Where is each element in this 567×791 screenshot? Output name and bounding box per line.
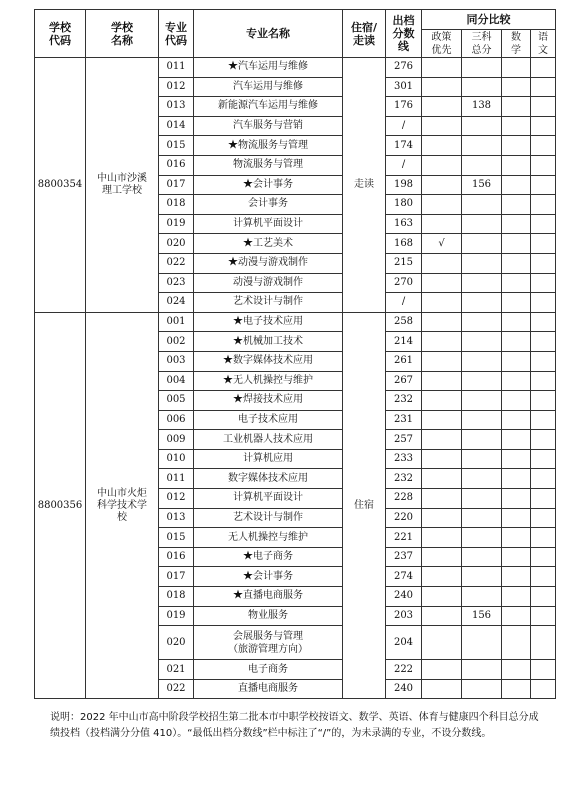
math-cell [502, 391, 531, 411]
score-line-cell: 228 [386, 489, 422, 509]
score-line-cell: / [386, 155, 422, 175]
major-name-cell: 汽车运用与维修 [194, 77, 343, 97]
major-name-cell: ★汽车运用与维修 [194, 58, 343, 78]
policy-cell [422, 508, 462, 528]
major-name-cell: 汽车服务与营销 [194, 116, 343, 136]
math-cell [502, 351, 531, 371]
major-code-cell: 019 [159, 214, 194, 234]
score-line-cell: 232 [386, 391, 422, 411]
school-code-cell: 8800354 [35, 58, 86, 313]
three-total-cell [462, 528, 502, 548]
major-code-cell: 014 [159, 116, 194, 136]
three-total-cell [462, 293, 502, 313]
math-cell [502, 97, 531, 117]
three-total-cell [462, 410, 502, 430]
score-line-cell: 203 [386, 606, 422, 626]
math-cell [502, 660, 531, 680]
lodging-cell: 走读 [343, 58, 386, 313]
score-line-cell: 198 [386, 175, 422, 195]
major-code-cell: 015 [159, 528, 194, 548]
major-code-cell: 011 [159, 58, 194, 78]
policy-cell [422, 410, 462, 430]
policy-cell [422, 351, 462, 371]
score-line-cell: 270 [386, 273, 422, 293]
policy-cell [422, 528, 462, 548]
three-total-cell [462, 391, 502, 411]
three-total-cell [462, 332, 502, 352]
three-total-cell [462, 273, 502, 293]
chinese-cell [531, 332, 556, 352]
policy-cell [422, 430, 462, 450]
school-name-text: 中山市火炬科学技术学校 [97, 487, 147, 523]
policy-cell [422, 606, 462, 626]
major-name-cell: ★直播电商服务 [194, 587, 343, 607]
major-code-cell: 011 [159, 469, 194, 489]
major-name-cell: 电子商务 [194, 660, 343, 680]
major-name-line: 会展服务与管理 [233, 630, 303, 642]
major-code-cell: 013 [159, 97, 194, 117]
major-name-cell: 物流服务与管理 [194, 155, 343, 175]
major-name-cell [194, 626, 343, 660]
policy-cell: √ [422, 234, 462, 254]
score-line-cell: 204 [386, 626, 422, 660]
chinese-cell [531, 489, 556, 509]
chinese-cell [531, 293, 556, 313]
chinese-cell [531, 391, 556, 411]
math-cell [502, 469, 531, 489]
major-code-cell: 018 [159, 587, 194, 607]
chinese-cell [531, 606, 556, 626]
major-code-cell: 006 [159, 410, 194, 430]
score-line-cell: 232 [386, 469, 422, 489]
math-cell [502, 567, 531, 587]
header-chinese: 语文 [531, 30, 556, 58]
three-total-cell [462, 626, 502, 660]
major-name-cell: ★会计事务 [194, 567, 343, 587]
chinese-cell [531, 587, 556, 607]
policy-cell [422, 332, 462, 352]
major-name-cell: 动漫与游戏制作 [194, 273, 343, 293]
chinese-cell [531, 116, 556, 136]
chinese-cell [531, 626, 556, 660]
policy-cell [422, 293, 462, 313]
math-cell [502, 136, 531, 156]
major-name-cell: 新能源汽车运用与维修 [194, 97, 343, 117]
major-code-cell: 020 [159, 626, 194, 660]
school-name-text: 中山市沙溪理工学校 [97, 172, 147, 196]
math-cell [502, 430, 531, 450]
three-total-cell [462, 449, 502, 469]
math-cell [502, 528, 531, 548]
major-name-cell: ★无人机操控与维护 [194, 371, 343, 391]
chinese-cell [531, 58, 556, 78]
chinese-cell [531, 660, 556, 680]
chinese-cell [531, 234, 556, 254]
major-name-cell: ★工艺美术 [194, 234, 343, 254]
major-code-cell: 016 [159, 155, 194, 175]
three-total-cell [462, 660, 502, 680]
major-code-cell: 012 [159, 489, 194, 509]
major-name-cell: 工业机器人技术应用 [194, 430, 343, 450]
header-tie-compare: 同分比较 [422, 10, 556, 30]
three-total-cell [462, 567, 502, 587]
score-line-cell: 222 [386, 660, 422, 680]
score-line-cell: 267 [386, 371, 422, 391]
header-major-code: 专业代码 [159, 10, 194, 58]
admission-score-table [34, 9, 556, 699]
policy-cell [422, 136, 462, 156]
major-code-cell: 001 [159, 312, 194, 332]
three-total-cell [462, 351, 502, 371]
math-cell [502, 273, 531, 293]
major-code-cell: 013 [159, 508, 194, 528]
three-total-cell [462, 253, 502, 273]
policy-cell [422, 449, 462, 469]
math-cell [502, 449, 531, 469]
three-total-cell [462, 679, 502, 699]
major-name-cell: 无人机操控与维护 [194, 528, 343, 548]
major-code-cell: 019 [159, 606, 194, 626]
major-code-cell: 002 [159, 332, 194, 352]
major-name-cell: 艺术设计与制作 [194, 508, 343, 528]
math-cell [502, 626, 531, 660]
chinese-cell [531, 351, 556, 371]
score-line-cell: / [386, 293, 422, 313]
math-cell [502, 175, 531, 195]
major-code-cell: 012 [159, 77, 194, 97]
math-cell [502, 293, 531, 313]
score-line-cell: 237 [386, 547, 422, 567]
score-line-cell: / [386, 116, 422, 136]
major-code-cell: 017 [159, 567, 194, 587]
chinese-cell [531, 214, 556, 234]
major-code-cell: 003 [159, 351, 194, 371]
score-line-cell: 174 [386, 136, 422, 156]
major-code-cell: 004 [159, 371, 194, 391]
score-line-cell: 257 [386, 430, 422, 450]
policy-cell [422, 567, 462, 587]
school-name-cell [86, 58, 159, 313]
table-row [35, 312, 556, 332]
major-name-cell: 直播电商服务 [194, 679, 343, 699]
major-code-cell: 022 [159, 253, 194, 273]
three-total-cell [462, 469, 502, 489]
major-code-cell: 024 [159, 293, 194, 313]
major-name-cell: ★物流服务与管理 [194, 136, 343, 156]
chinese-cell [531, 136, 556, 156]
three-total-cell [462, 587, 502, 607]
score-line-cell: 180 [386, 195, 422, 215]
math-cell [502, 547, 531, 567]
math-cell [502, 155, 531, 175]
three-total-cell [462, 312, 502, 332]
math-cell [502, 58, 531, 78]
chinese-cell [531, 371, 556, 391]
major-code-cell: 016 [159, 547, 194, 567]
major-name-cell: 数字媒体技术应用 [194, 469, 343, 489]
chinese-cell [531, 175, 556, 195]
three-total-cell [462, 547, 502, 567]
header-school-name: 学校名称 [86, 10, 159, 58]
three-total-cell [462, 371, 502, 391]
major-name-cell: ★动漫与游戏制作 [194, 253, 343, 273]
chinese-cell [531, 273, 556, 293]
math-cell [502, 312, 531, 332]
header-score-line: 出档分数线 [386, 10, 422, 58]
chinese-cell [531, 77, 556, 97]
policy-cell [422, 371, 462, 391]
three-total-cell [462, 155, 502, 175]
major-code-cell: 020 [159, 234, 194, 254]
major-name-cell: ★电子技术应用 [194, 312, 343, 332]
major-name-cell: 计算机平面设计 [194, 489, 343, 509]
major-code-cell: 009 [159, 430, 194, 450]
header-policy: 政策优先 [422, 30, 462, 58]
policy-cell [422, 175, 462, 195]
math-cell [502, 332, 531, 352]
major-name-cell: 物业服务 [194, 606, 343, 626]
chinese-cell [531, 528, 556, 548]
score-line-cell: 301 [386, 77, 422, 97]
header-lodging: 住宿/走读 [343, 10, 386, 58]
score-line-cell: 176 [386, 97, 422, 117]
math-cell [502, 253, 531, 273]
policy-cell [422, 679, 462, 699]
math-cell [502, 679, 531, 699]
math-cell [502, 234, 531, 254]
score-line-cell: 220 [386, 508, 422, 528]
policy-cell [422, 391, 462, 411]
policy-cell [422, 77, 462, 97]
score-line-cell: 240 [386, 587, 422, 607]
chinese-cell [531, 547, 556, 567]
policy-cell [422, 587, 462, 607]
score-line-cell: 163 [386, 214, 422, 234]
chinese-cell [531, 410, 556, 430]
score-line-cell: 240 [386, 679, 422, 699]
major-name-cell: ★机械加工技术 [194, 332, 343, 352]
score-line-cell: 221 [386, 528, 422, 548]
three-total-cell [462, 116, 502, 136]
policy-cell [422, 195, 462, 215]
math-cell [502, 77, 531, 97]
score-line-cell: 261 [386, 351, 422, 371]
major-code-cell: 018 [159, 195, 194, 215]
explanatory-note: 说明：2022 年中山市高中阶段学校招生第二批本市中职学校按语文、数学、英语、体育与健康四个科目总分成绩投档（投档满分分值 410）。“最低出档分数线”栏中标注了“/”的，为未录满的专业，不设分数线。 [50, 712, 539, 739]
major-name-cell: ★焊接技术应用 [194, 391, 343, 411]
major-name-cell: 计算机平面设计 [194, 214, 343, 234]
policy-cell [422, 312, 462, 332]
major-name-cell: ★数字媒体技术应用 [194, 351, 343, 371]
policy-cell [422, 489, 462, 509]
major-name-cell: 艺术设计与制作 [194, 293, 343, 313]
chinese-cell [531, 430, 556, 450]
chinese-cell [531, 679, 556, 699]
chinese-cell [531, 155, 556, 175]
math-cell [502, 587, 531, 607]
score-line-cell: 274 [386, 567, 422, 587]
math-cell [502, 489, 531, 509]
score-line-cell: 168 [386, 234, 422, 254]
math-cell [502, 410, 531, 430]
chinese-cell [531, 469, 556, 489]
header-school-code: 学校代码 [35, 10, 86, 58]
policy-cell [422, 469, 462, 489]
school-code-cell: 8800356 [35, 312, 86, 699]
table-body [35, 58, 556, 699]
major-code-cell: 022 [159, 679, 194, 699]
three-total-cell [462, 214, 502, 234]
three-total-cell [462, 58, 502, 78]
math-cell [502, 508, 531, 528]
policy-cell [422, 155, 462, 175]
policy-cell [422, 273, 462, 293]
three-total-cell: 156 [462, 175, 502, 195]
school-name-cell [86, 312, 159, 699]
major-code-cell: 005 [159, 391, 194, 411]
math-cell [502, 214, 531, 234]
chinese-cell [531, 97, 556, 117]
major-name-cell: 计算机应用 [194, 449, 343, 469]
math-cell [502, 606, 531, 626]
chinese-cell [531, 449, 556, 469]
header-three-total: 三科总分 [462, 30, 502, 58]
chinese-cell [531, 312, 556, 332]
chinese-cell [531, 253, 556, 273]
score-line-cell: 276 [386, 58, 422, 78]
three-total-cell [462, 430, 502, 450]
math-cell [502, 195, 531, 215]
policy-cell [422, 660, 462, 680]
three-total-cell [462, 508, 502, 528]
policy-cell [422, 253, 462, 273]
policy-cell [422, 97, 462, 117]
three-total-cell [462, 234, 502, 254]
major-code-cell: 010 [159, 449, 194, 469]
major-code-cell: 021 [159, 660, 194, 680]
policy-cell [422, 547, 462, 567]
chinese-cell [531, 508, 556, 528]
three-total-cell: 156 [462, 606, 502, 626]
header-math: 数学 [502, 30, 531, 58]
math-cell [502, 371, 531, 391]
three-total-cell [462, 195, 502, 215]
score-line-cell: 231 [386, 410, 422, 430]
three-total-cell [462, 489, 502, 509]
score-line-cell: 215 [386, 253, 422, 273]
chinese-cell [531, 567, 556, 587]
major-name-line: （旅游管理方向） [228, 643, 308, 655]
score-line-cell: 214 [386, 332, 422, 352]
three-total-cell: 138 [462, 97, 502, 117]
major-name-cell: 电子技术应用 [194, 410, 343, 430]
major-name-cell: 会计事务 [194, 195, 343, 215]
score-line-cell: 258 [386, 312, 422, 332]
major-code-cell: 015 [159, 136, 194, 156]
policy-cell [422, 58, 462, 78]
math-cell [502, 116, 531, 136]
policy-cell [422, 626, 462, 660]
lodging-cell: 住宿 [343, 312, 386, 699]
table-row [35, 58, 556, 78]
major-code-cell: 023 [159, 273, 194, 293]
policy-cell [422, 214, 462, 234]
chinese-cell [531, 195, 556, 215]
major-name-cell: ★会计事务 [194, 175, 343, 195]
three-total-cell [462, 136, 502, 156]
policy-cell [422, 116, 462, 136]
major-code-cell: 017 [159, 175, 194, 195]
major-name-cell: ★电子商务 [194, 547, 343, 567]
score-line-cell: 233 [386, 449, 422, 469]
header-major-name: 专业名称 [194, 10, 343, 58]
three-total-cell [462, 77, 502, 97]
